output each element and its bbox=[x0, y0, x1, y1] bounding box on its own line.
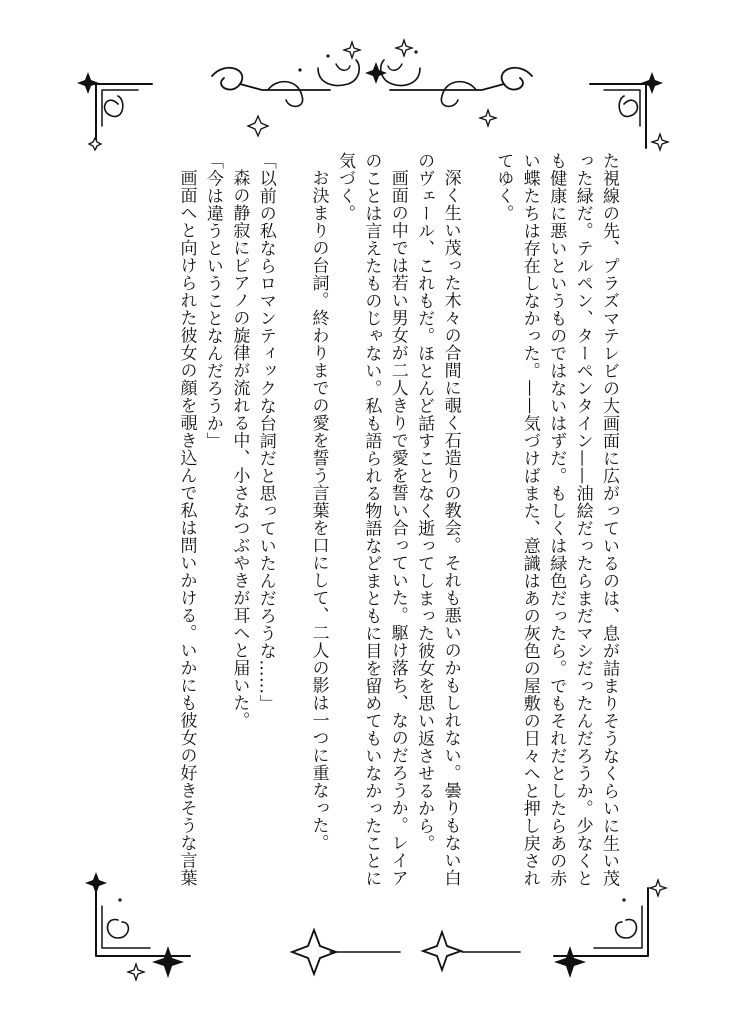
paragraph: お決まりの台詞。終わりまでの愛を誓う言葉を口にして、二人の影は一つに重なった。 bbox=[308, 169, 329, 852]
bottom-right-corner-ornament bbox=[423, 880, 666, 978]
top-left-corner-ornament bbox=[77, 72, 152, 150]
blank-line bbox=[279, 152, 305, 894]
bottom-center-sparkle-ornament bbox=[118, 898, 625, 901]
paragraph: 深く生い茂った木々の合間に覗く石造りの教会。それも悪いのかもしれない。曇りもない白のヴェール、これもだ。ほとんど話すことなく逝ってしまった彼女を思い返させるから。 bbox=[414, 152, 461, 887]
dialogue-line: 「今は違うということなんだろうか」 bbox=[202, 152, 223, 450]
top-right-corner-ornament bbox=[590, 72, 668, 150]
top-scroll-ornament bbox=[212, 40, 532, 136]
paragraph: た視線の先、プラズマテレビの大画面に広がっているのは、息が詰まりそうなくらいに生い茂った緑だ。テルペン、ターペンタイン——油絵だったらまだマシだったんだろうか。少なくとも健康に悪いというものではないはずだ。もしくは緑色だったら。でもそれだとしたらあの赤い蝶たちは存在しなかった。——気づけばまた、意識はあの灰色の屋敷の日々へと押し戻されてゆく。 bbox=[493, 152, 619, 887]
blank-line bbox=[464, 152, 490, 894]
paragraph: 画面の中では若い男女が二人きりで愛を誓い合っていた。駆け落ち、なのだろうか。レイアのことは言えたものじゃない。私も語られる物語などまともに目を留めてもいなかったことに気づく。 bbox=[334, 152, 408, 887]
paragraph: 森の静寂にピアノの旋律が流れる中、小さなつぶやきが耳へと届いた。 bbox=[229, 169, 250, 729]
novel-text-body bbox=[150, 152, 622, 894]
dialogue-line: 「以前の私ならロマンティックな台詞だと思っていたんだろうな……」 bbox=[255, 152, 276, 712]
paragraph: 画面へと向けられた彼女の顔を覗き込んで私は問いかける。いかにも彼女の好きそうな言葉 bbox=[176, 169, 197, 887]
